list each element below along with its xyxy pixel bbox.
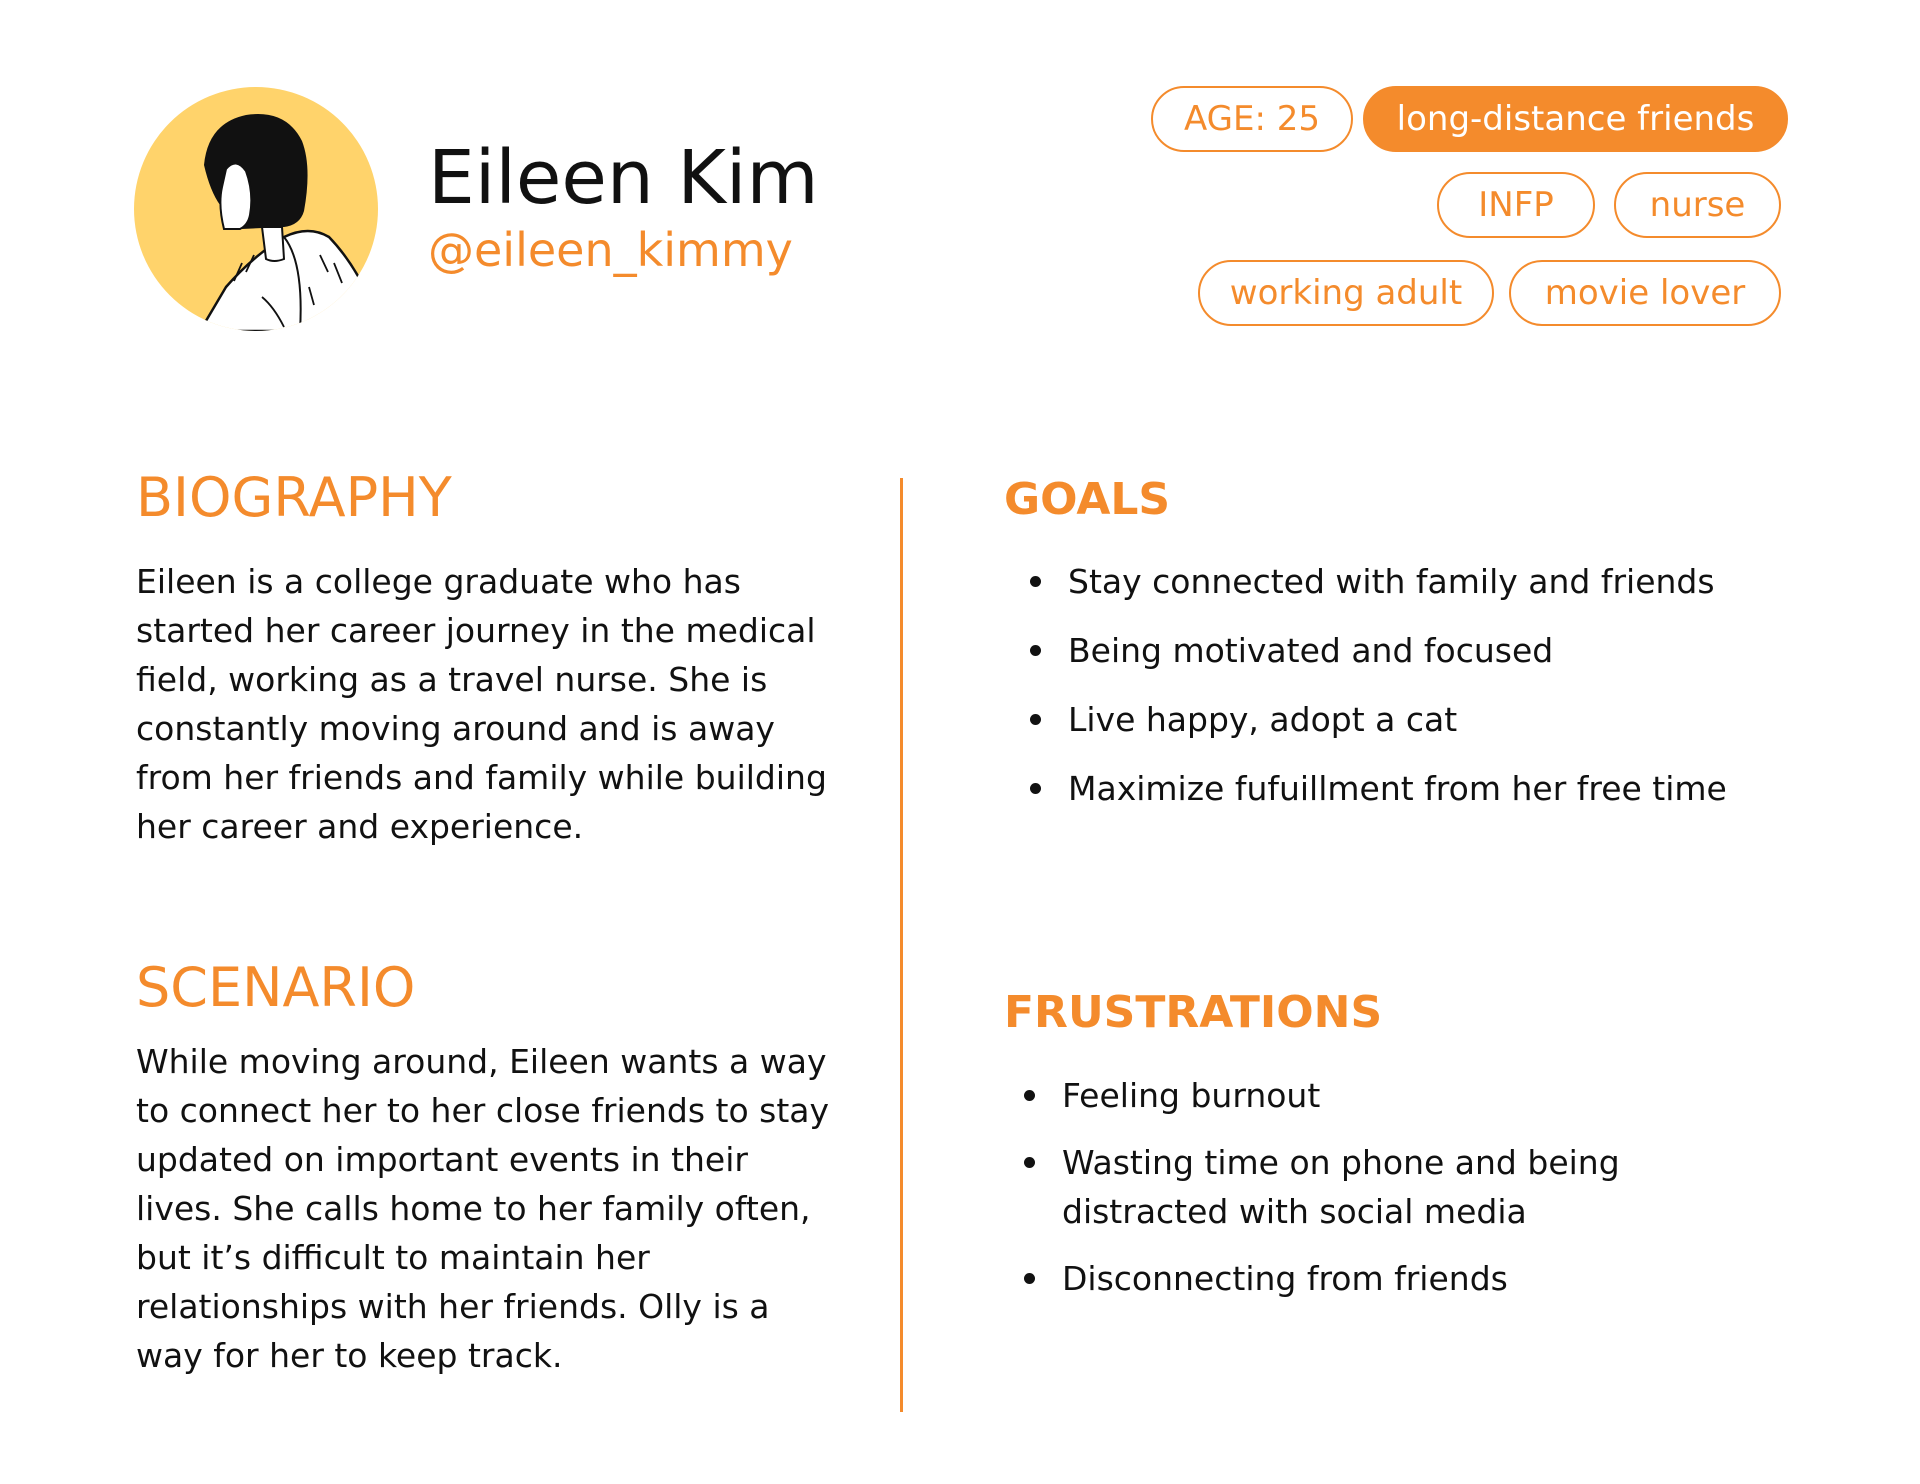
- persona-name: Eileen Kim: [428, 135, 819, 221]
- list-item: Live happy, adopt a cat: [1028, 695, 1828, 744]
- goals-heading: GOALS: [1004, 474, 1171, 525]
- tag-age: AGE: 25: [1151, 86, 1353, 152]
- bullet-icon: [1024, 1090, 1035, 1101]
- list-item: Stay connected with family and friends: [1028, 557, 1828, 606]
- frustrations-heading: FRUSTRATIONS: [1004, 987, 1383, 1038]
- list-item: Maximize fufuillment from her free time: [1028, 764, 1828, 813]
- bullet-icon: [1030, 783, 1041, 794]
- scenario-text: While moving around, Eileen wants a way to connect her to her close friends to stay updated on important events in their lives. She calls home to her family often, but it’s difficult to maintain her relationships with her friends. Olly is a way for her to keep track.: [136, 1042, 830, 1375]
- list-item: Feeling burnout: [1022, 1071, 1642, 1120]
- woman-portrait-icon: [134, 87, 378, 331]
- column-divider: [900, 478, 903, 1412]
- bullet-icon: [1030, 714, 1041, 725]
- bullet-icon: [1024, 1157, 1035, 1168]
- persona-handle: @eileen_kimmy: [428, 223, 793, 277]
- tag-working-adult: working adult: [1198, 260, 1494, 326]
- tag-movie-lover: movie lover: [1509, 260, 1781, 326]
- list-item: Being motivated and focused: [1028, 626, 1828, 675]
- bullet-icon: [1030, 576, 1041, 587]
- biography-heading: BIOGRAPHY: [136, 466, 452, 529]
- bullet-icon: [1024, 1273, 1035, 1284]
- list-item: Disconnecting from friends: [1022, 1254, 1642, 1303]
- avatar: [134, 87, 378, 331]
- list-item: Wasting time on phone and being distracted with social media: [1022, 1138, 1642, 1236]
- tag-long-distance-friends: long-distance friends: [1363, 86, 1788, 152]
- tag-nurse: nurse: [1614, 172, 1781, 238]
- bullet-icon: [1030, 645, 1041, 656]
- goals-list: [1028, 557, 1828, 833]
- scenario-heading: SCENARIO: [136, 956, 416, 1019]
- tag-infp: INFP: [1437, 172, 1595, 238]
- frustrations-list: [1022, 1071, 1642, 1321]
- biography-text: Eileen is a college graduate who has started her career journey in the medical field, working as a travel nurse. She is constantly moving around and is away from her friends and family while building her career and experience.: [136, 562, 827, 846]
